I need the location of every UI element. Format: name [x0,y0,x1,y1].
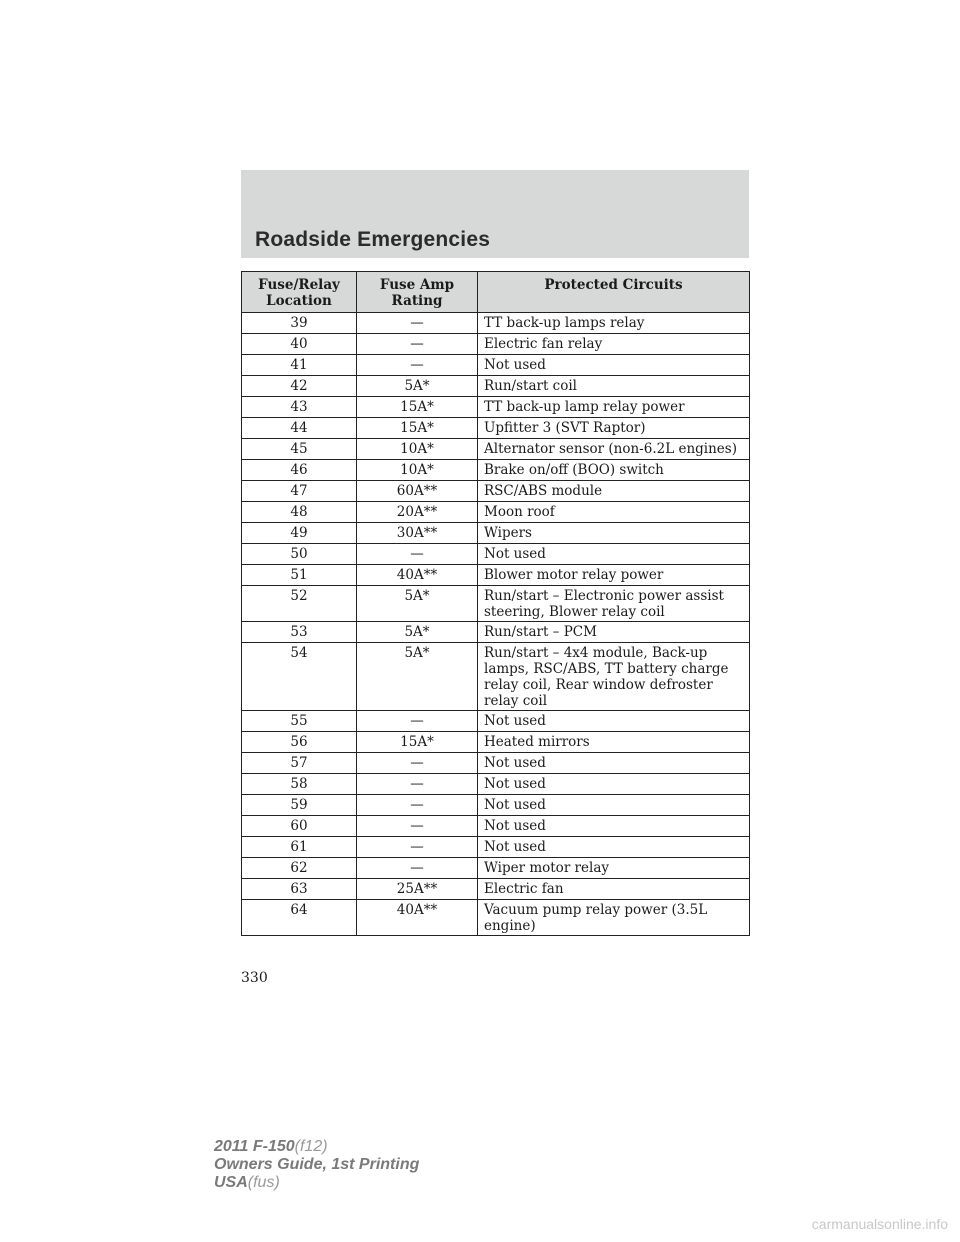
cell-protected-circuits: Electric fan [478,879,750,900]
cell-amp-rating: 30A** [357,523,478,544]
table-row [242,795,750,816]
table-row [242,355,750,376]
cell-protected-circuits: Electric fan relay [478,334,750,355]
cell-location: 63 [242,879,357,900]
footer-market: USA [214,1174,248,1191]
cell-location: 52 [242,586,357,622]
cell-amp-rating: — [357,795,478,816]
table-row [242,376,750,397]
column-header-protected-circuits: Protected Circuits [478,272,750,313]
cell-amp-rating: 40A** [357,900,478,936]
cell-protected-circuits: Heated mirrors [478,732,750,753]
table-row [242,586,750,622]
table-row [242,732,750,753]
table-row [242,418,750,439]
cell-amp-rating: — [357,753,478,774]
table-row [242,837,750,858]
table-row [242,502,750,523]
cell-protected-circuits: Upfitter 3 (SVT Raptor) [478,418,750,439]
table-row [242,523,750,544]
cell-protected-circuits: Not used [478,837,750,858]
section-title: Roadside Emergencies [255,228,491,251]
cell-protected-circuits: Not used [478,816,750,837]
cell-protected-circuits: TT back-up lamp relay power [478,397,750,418]
cell-protected-circuits: RSC/ABS module [478,481,750,502]
column-header-location: Fuse/Relay Location [242,272,357,313]
cell-location: 42 [242,376,357,397]
cell-location: 59 [242,795,357,816]
cell-protected-circuits: Not used [478,711,750,732]
cell-protected-circuits: Run/start coil [478,376,750,397]
cell-location: 44 [242,418,357,439]
cell-amp-rating: — [357,711,478,732]
column-header-amp-rating: Fuse Amp Rating [357,272,478,313]
cell-location: 45 [242,439,357,460]
cell-protected-circuits: Run/start – PCM [478,622,750,643]
table-row [242,565,750,586]
cell-protected-circuits: Vacuum pump relay power (3.5L engine) [478,900,750,936]
section-header [241,170,749,258]
table-row [242,753,750,774]
cell-location: 47 [242,481,357,502]
cell-location: 48 [242,502,357,523]
cell-amp-rating: 5A* [357,622,478,643]
cell-location: 41 [242,355,357,376]
cell-location: 58 [242,774,357,795]
table-row [242,711,750,732]
table-row [242,816,750,837]
table-row [242,439,750,460]
cell-location: 62 [242,858,357,879]
cell-protected-circuits: Not used [478,355,750,376]
cell-location: 57 [242,753,357,774]
cell-location: 56 [242,732,357,753]
cell-amp-rating: — [357,774,478,795]
cell-protected-circuits: Wiper motor relay [478,858,750,879]
cell-protected-circuits: Wipers [478,523,750,544]
table-row [242,643,750,711]
watermark: carmanualsonline.info [811,1216,948,1232]
table-header-row [242,272,750,313]
cell-amp-rating: 15A* [357,732,478,753]
footer-model-code: (f12) [294,1138,328,1155]
cell-amp-rating: — [357,544,478,565]
cell-amp-rating: 5A* [357,376,478,397]
cell-location: 43 [242,397,357,418]
cell-amp-rating: — [357,313,478,334]
cell-location: 64 [242,900,357,936]
cell-location: 51 [242,565,357,586]
footer-line-printing [214,1156,419,1174]
cell-protected-circuits: Not used [478,795,750,816]
footer-line-model [214,1138,419,1156]
cell-location: 61 [242,837,357,858]
cell-location: 54 [242,643,357,711]
cell-amp-rating: — [357,816,478,837]
cell-protected-circuits: Blower motor relay power [478,565,750,586]
cell-amp-rating: 10A* [357,460,478,481]
cell-amp-rating: 40A** [357,565,478,586]
cell-protected-circuits: Not used [478,753,750,774]
page-number: 330 [241,970,268,986]
cell-protected-circuits: Not used [478,774,750,795]
footer-market-code: (fus) [247,1174,280,1191]
table-row [242,879,750,900]
cell-amp-rating: — [357,334,478,355]
table-row [242,313,750,334]
cell-amp-rating: 15A* [357,397,478,418]
cell-location: 49 [242,523,357,544]
table-row [242,481,750,502]
cell-location: 53 [242,622,357,643]
table-row [242,544,750,565]
cell-amp-rating: — [357,355,478,376]
cell-amp-rating: 20A** [357,502,478,523]
cell-protected-circuits: Alternator sensor (non-6.2L engines) [478,439,750,460]
table-row [242,858,750,879]
cell-amp-rating: 5A* [357,586,478,622]
cell-amp-rating: 5A* [357,643,478,711]
table-row [242,460,750,481]
cell-location: 46 [242,460,357,481]
table-row [242,900,750,936]
table-row [242,397,750,418]
cell-protected-circuits: Run/start – 4x4 module, Back-up lamps, RSC/ABS, TT battery charge relay coil, Rear window defroster relay coil [478,643,750,711]
cell-protected-circuits: TT back-up lamps relay [478,313,750,334]
cell-location: 55 [242,711,357,732]
footer-printing: Owners Guide, 1st Printing [214,1156,420,1173]
cell-amp-rating: — [357,858,478,879]
fuse-table [241,271,750,936]
table-row [242,334,750,355]
table-row [242,774,750,795]
cell-location: 40 [242,334,357,355]
footer-line-market [214,1174,419,1192]
document-footer [214,1138,419,1192]
cell-protected-circuits: Run/start – Electronic power assist steering, Blower relay coil [478,586,750,622]
table-row [242,622,750,643]
cell-amp-rating: 10A* [357,439,478,460]
cell-amp-rating: — [357,837,478,858]
cell-amp-rating: 60A** [357,481,478,502]
table-body [242,313,750,936]
cell-location: 39 [242,313,357,334]
cell-amp-rating: 15A* [357,418,478,439]
cell-location: 50 [242,544,357,565]
cell-location: 60 [242,816,357,837]
footer-model: 2011 F-150 [214,1138,295,1155]
cell-protected-circuits: Brake on/off (BOO) switch [478,460,750,481]
cell-protected-circuits: Not used [478,544,750,565]
cell-amp-rating: 25A** [357,879,478,900]
cell-protected-circuits: Moon roof [478,502,750,523]
